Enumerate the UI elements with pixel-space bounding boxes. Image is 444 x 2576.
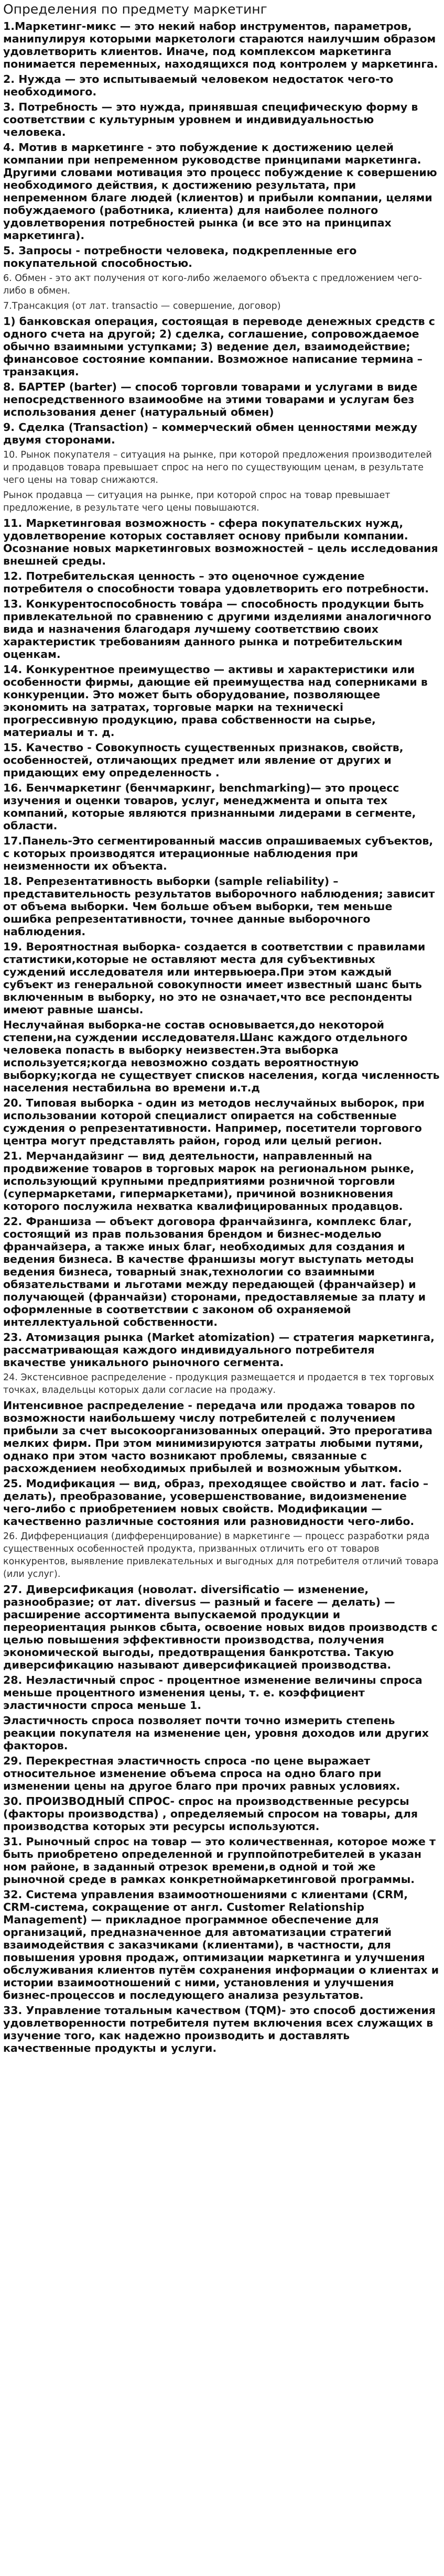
definition-paragraph: 21. Мерчандайзинг — вид деятельности, направленный на продвижение товаров в торговых марок на региональном рынке, использующий крупными предприятиями розничной торговли (супермаркетами, гипермаркетами), причиной возникновения которого послужила нехватка квалифицированных продавцов. [3,1150,415,1213]
definition-paragraph: 8. БАРТЕР (barter) — способ торговли товарами и услугами в виде непосредственного взаимообме на этими товарами и услугам без использования денег (натуральный обмен) [3,381,418,418]
definition-paragraph: 25. Модификация — вид, образ, преходящее свойство и лат. facio – делать), преобразование, усовершенствование, видоизменение чего-либо с приобретением новых свойств. Модификации — качественно различные состояния или разновидности чего-либо. [3,1477,429,1528]
definition-paragraph: 32. Система управления взаимоотношениями с клиентами (CRM, CRM-система, сокращение от англ. Customer Relationship Management) — прикладное программное обеспечение для организаций, предназначенное для автоматизации стратегий взаимодействия с заказчиками (клиентами), в частности, для повышения уровня продаж, оптимизации маркетинга и улучшения обслуживания клиентов путём сохранения информации о клиентах и истории взаимоотношений с ними, установления и улучшения бизнес-процессов и последующего анализа результатов. [3,1888,439,2001]
definition-paragraph: 18. Репрезентативность выборки (sample reliability) – представительность результатов выборочного наблюдения; зависит от объема выборки. Чем больше объем выборки, тем меньше ошибка репрезентативности, точнее данные выборочного наблюдения. [3,875,435,938]
definition-paragraph: 2. Нужда — это испытываемый человеком недостаток чего-то необходимого. [3,73,394,98]
definition-paragraph: 1) банковская операция, состоящая в переводе денежных средств с одного счета на другой; 2) сделка, соглашение, сопровождаемое обычно взаимными уступками; 3) ведение дел, взаимодействие; финансовое состояние компании. Возможное написание термина – транзакция. [3,315,435,378]
definition-paragraph: 30. ПРОИЗВОДНЫЙ СПРОС- спрос на производственные ресурсы (факторы производства) , определяемый спросом на товары, для производства которых эти ресурсы используются. [3,1795,418,1833]
definition-paragraph: 14. Конкурентное преимущество — активы и характеристики или особенности фирмы, дающие ей преимущества над соперниками в конкуренции. Это может быть оборудование, позволяющее экономить на затратах, торговые марки на техническі прогрессивную продукцию, права собственности на сырье, материалы и т. д. [3,663,428,739]
definition-paragraph: 22. Франшиза — объект договора франчайзинга, комплекс благ, состоящий из прав пользования брендом и бизнес-моделью франчайзера, а также иных благ, необходимых для создания и ведения бизнеса. В качестве франшизы могут выступать методы ведения бизнеса, товарный знак,технологии со взаимными обязательствами и льготами между передающей (франчайзер) и получающей (франчайзи) сторонами, предоставляемые за плату и оформленные в соответствии с законом об охраняемой интеллектуальной собственности. [3,1215,426,1328]
definition-paragraph: 13. Конкурентоспособность товáра — способность продукции быть привлекательной по сравнению с другими изделиями аналогичного вида и назначения благодаря лучшему соответствию своих характеристик требованиям данного рынка и потребительским оценкам. [3,598,431,661]
page-title: Определения по предмету маркетинг [3,2,267,17]
definition-paragraph: 17.Панель-Это сегментированный массив опрашиваемых субъектов, с которых производятся итерационные наблюдения при неизменности их объекта. [3,835,434,872]
definition-paragraph: 20. Типовая выборка - один из методов неслучайных выборок, при использовании которой специалист опирается на собственные суждения о репрезентативности. Например, посетители торгового центра могут представлять район, город или целый регион. [3,1097,425,1147]
definition-paragraph: 29. Перекрестная эластичность спроса -по цене выражает относительное изменение объема спроса на одно благо при изменении цены на другое благо при прочих равных условиях. [3,1755,400,1792]
definition-paragraph: 33. Управление тотальным качеством (TQM)- это способ достижения удовлетворенности потребителя путем включения всех служащих в изучение того, как надежно производить и доставлять качественные продукты и услуги. [3,2004,436,2054]
definition-paragraph: Интенсивное распределение - передача или продажа товаров по возможности наибольшему числу потребителей с получением прибыли за счет высокоорганизованных операций. Это прерогатива мелких фирм. При этом минимизируются затраты любыми путями, однако при этом часто возникают проблемы, связанные с расхождением необходимых прибылей и возможным убытком. [3,1399,432,1475]
definition-paragraph: 28. Неэластичный спрос - процентное изменение величины спроса меньше процентного изменения цены, т. е. коэффициент эластичности спроса меньше 1. [3,1674,423,1712]
definition-paragraph: 15. Качество - Совокупность существенных признаков, свойств, особенностей, отличающих предмет или явление от других и придающих ему определенность . [3,741,404,779]
definition-paragraph: 10. Рынок покупателя – ситуация на рынке, при которой предложения производителей и продавцов товара превышает спрос на него по существующим ценам, в результате чего цены на товар снижаются. [3,450,432,485]
definition-paragraph: 4. Мотив в маркетинге - это побуждение к достижению целей компании при непременном руководстве принципами маркетинга. Другими словами мотивация это процесс побуждение к совершению необходимого действия, к достижению результата, при непременном благе людей (клиентов) и прибыли компании, целями побуждаемого (работника, клиента) для наиболее полного удовлетворения потребностей рынка (и все это на принципах маркетинга). [3,141,437,242]
definition-paragraph: 11. Маркетинговая возможность - сфера покупательских нужд, удовлетворение которых составляет основу прибыли компании. Осознание новых маркетинговых возможностей – цель исследования внешней среды. [3,517,438,567]
definition-paragraph: 3. Потребность — это нужда, принявшая специфическую форму в соответствии с культурным уровнем и индивидуальностью человека. [3,101,418,138]
definition-paragraph: 5. Запросы - потребности человека, подкрепленные его покупательной способностью. [3,244,357,269]
definition-paragraph: 9. Сделка (Transaction) – коммерческий обмен ценностями между двумя сторонами. [3,421,418,446]
definition-paragraph: 24. Экстенсивное распределение - продукция размещается и продается в тех торговых точках, владельцы которых дали согласие на продажу. [3,1372,435,1395]
document [0,1,444,2054]
definition-paragraph: 12. Потребительская ценность – это оценочное суждение потребителя о способности товара удовлетворить его потребности. [3,570,429,595]
definition-paragraph: 31. Рыночный спрос на товар — это количественная, которое може т быть приобретено определенной и группойпотребителей в указан ном районе, в заданный отрезок времени,в одной и той же рыночной среде в рамках конкретноймаркетинговой программы. [3,1835,436,1886]
definition-paragraph: Рынок продавца — ситуация на рынке, при которой спрос на товар превышает предложение, в результате чего цены повышаются. [3,490,391,513]
definition-paragraph: 19. Вероятностная выборка- создается в соответствии с правилами статистики,которые не оставляют места для субъективных суждений исследователя или интервьюера.При этом каждый субъект из генеральной совокупности имеет известный шанс быть включенным в выборку, но это не означает,что все респонденты имеют равные шансы. [3,940,426,1016]
definition-paragraph: 6. Обмен - это акт получения от кого-либо желаемого объекта с предложением чего- либо в обмен. [3,273,423,296]
definitions-list [3,20,440,2054]
definition-paragraph: Эластичность спроса позволяет почти точно измерить степень реакции покупателя на изменение цен, уровня доходов или других факторов. [3,1714,429,1752]
definition-paragraph: Неслучайная выборка-не состав основывается,до некоторой степени,на суждении исследователя.Шанс каждого отдельного человека попасть в выборку неизвестен.Эта выборка используется;когда невозможно создать вероятностную выборку;когда не существует списков населения, когда численность населения нестабильна во времени и.т.д [3,1019,440,1094]
definition-paragraph: 27. Диверсификация (новолат. diversificatio — изменение, разнообразие; от лат. diversus — разный и facere — делать) — расширение ассортимента выпускаемой продукции и переориентация рынков сбыта, освоение новых видов производств с целью повышения эффективности производства, получения экономической выгоды, предотвращения банкротства. Такую диверсификацию называют диверсификацией производства. [3,1583,438,1671]
definition-paragraph: 7.Трансакция (от лат. transactio — совершение, договор) [3,301,281,311]
definition-paragraph: 16. Бенчмаркетинг (бенчмаркинг, benchmarking)— это процесс изучения и оценки товаров, услуг, менеджмента и опыта тех компаний, которые являются признанными лидерами в сегменте, области. [3,782,416,832]
definition-paragraph: 1.Маркетинг-микс — это некий набор инструментов, параметров, манипулируя которыми маркетологи стараются наилучшим образом удовлетворить клиентов. Иначе, под комплексом маркетинга понимается переменных, находящихся под контролем у маркетинга. [3,20,438,70]
definition-paragraph: 26. Дифференциация (дифференцирование) в маркетинге — процесс разработки ряда существенных особенностей продукта, призванных отличить его от товаров конкурентов, выявление привлекательных и выгодных для потребителя отличий товара (или услуг). [3,1531,439,1579]
definition-paragraph: 23. Атомизация рынка (Market atomization) — стратегия маркетинга, рассматривающая каждого индивидуального потребителя вкачестве уникального рыночного сегмента. [3,1331,435,1369]
